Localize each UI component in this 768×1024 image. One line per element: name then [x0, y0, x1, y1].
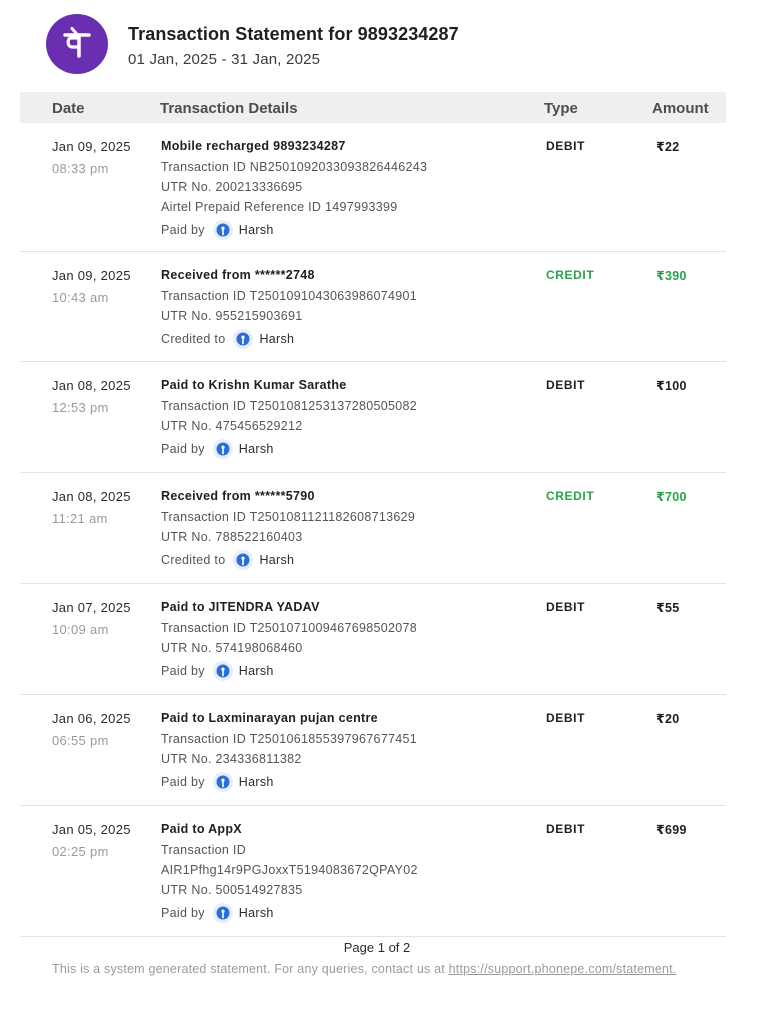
transaction-account [161, 903, 531, 923]
transaction-amount: ₹700 [656, 490, 687, 504]
footer-note-text: This is a system generated statement. For any queries, contact us at [52, 962, 449, 976]
transaction-detail-line: UTR No. 234336811382 [161, 752, 302, 766]
bank-icon [213, 220, 233, 240]
transaction-detail-line: Transaction ID [161, 843, 247, 857]
transaction-date: Jan 09, 2025 [52, 268, 131, 283]
transaction-date: Jan 06, 2025 [52, 711, 131, 726]
transaction-detail-line: Transaction ID NB2501092033093826446243 [161, 160, 428, 174]
transaction-date: Jan 08, 2025 [52, 378, 131, 393]
transaction-datetime [52, 822, 131, 859]
account-name: Harsh [259, 553, 295, 567]
transaction-datetime [52, 139, 131, 176]
transaction-row [20, 695, 726, 806]
transaction-time: 08:33 pm [52, 161, 109, 176]
transaction-datetime [52, 378, 131, 415]
account-name: Harsh [238, 906, 274, 920]
column-header-amount: Amount [652, 100, 709, 117]
transaction-detail-line: Transaction ID T2501081253137280505082 [161, 399, 418, 413]
transaction-time: 10:09 am [52, 622, 109, 637]
transaction-datetime [52, 600, 131, 637]
transaction-row [20, 473, 726, 584]
transaction-detail-line: Transaction ID T2501091043063986074901 [161, 289, 418, 303]
transaction-detail-line: UTR No. 500514927835 [161, 883, 303, 897]
transaction-date: Jan 09, 2025 [52, 139, 131, 154]
account-label: Paid by [161, 664, 205, 678]
account-name: Harsh [259, 332, 295, 346]
account-label: Credited to [161, 332, 226, 346]
transaction-time: 11:21 am [52, 511, 108, 526]
column-header-details: Transaction Details [160, 100, 298, 117]
statement-period: 01 Jan, 2025 - 31 Jan, 2025 [128, 51, 321, 68]
transaction-type: DEBIT [546, 822, 585, 836]
transaction-time: 02:25 pm [52, 844, 109, 859]
account-name: Harsh [238, 442, 274, 456]
bank-icon [213, 903, 233, 923]
transaction-title: Paid to Krishn Kumar Sarathe [161, 378, 347, 392]
transaction-detail-line: UTR No. 200213336695 [161, 180, 303, 194]
support-link[interactable]: https://support.phonepe.com/statement. [448, 962, 677, 976]
account-name: Harsh [238, 664, 274, 678]
transaction-amount: ₹55 [656, 601, 680, 615]
transaction-date: Jan 05, 2025 [52, 822, 131, 837]
transaction-amount: ₹20 [656, 712, 680, 726]
transaction-type: DEBIT [546, 600, 585, 614]
bank-icon [213, 661, 233, 681]
account-name: Harsh [238, 775, 274, 789]
transaction-detail-line: UTR No. 955215903691 [161, 309, 303, 323]
transaction-details [161, 600, 531, 681]
transaction-row [20, 584, 726, 695]
bank-icon [233, 550, 253, 570]
transaction-type: DEBIT [546, 139, 585, 153]
transaction-account [161, 220, 531, 240]
transaction-detail-line: Transaction ID T2501081121182608713629 [161, 510, 416, 524]
transaction-type: CREDIT [546, 489, 595, 503]
table-header [20, 92, 726, 123]
transaction-title: Mobile recharged 9893234287 [161, 139, 346, 153]
bank-icon [213, 439, 233, 459]
transaction-details [161, 822, 531, 923]
page-indicator: Page 1 of 2 [343, 940, 411, 955]
transaction-title: Received from ******5790 [161, 489, 315, 503]
transaction-row [20, 252, 726, 362]
transaction-type: DEBIT [546, 711, 585, 725]
transaction-details [161, 139, 531, 240]
transaction-row [20, 806, 726, 937]
transaction-detail-line: Airtel Prepaid Reference ID 1497993399 [161, 200, 398, 214]
transaction-detail-line: UTR No. 788522160403 [161, 530, 303, 544]
transaction-time: 06:55 pm [52, 733, 109, 748]
account-label: Paid by [161, 906, 205, 920]
transaction-detail-line: Transaction ID T2501071009467698502078 [161, 621, 418, 635]
transaction-datetime [52, 489, 131, 526]
transaction-row [20, 123, 726, 252]
account-label: Credited to [161, 553, 226, 567]
transaction-date: Jan 07, 2025 [52, 600, 131, 615]
transaction-amount: ₹22 [656, 140, 680, 154]
transaction-datetime [52, 268, 131, 305]
account-name: Harsh [238, 223, 274, 237]
transaction-title: Paid to Laxminarayan pujan centre [161, 711, 378, 725]
transaction-type: CREDIT [546, 268, 595, 282]
transaction-amount: ₹390 [656, 269, 687, 283]
account-label: Paid by [161, 442, 205, 456]
transaction-time: 12:53 pm [52, 400, 109, 415]
transaction-detail-line: UTR No. 475456529212 [161, 419, 303, 433]
transaction-detail-line: Transaction ID T2501061855397967677451 [161, 732, 418, 746]
transaction-account [161, 439, 531, 459]
transaction-details [161, 489, 531, 570]
statement-header [46, 14, 459, 74]
transaction-date: Jan 08, 2025 [52, 489, 131, 504]
transaction-detail-line: AIR1Pfhg14r9PGJoxxT5194083672QPAY02 [161, 863, 418, 877]
phonepe-logo-icon [46, 14, 108, 74]
transaction-amount: ₹699 [656, 823, 687, 837]
table-body [20, 123, 726, 937]
column-header-type: Type [544, 100, 578, 117]
transaction-details [161, 711, 531, 792]
transaction-account [161, 661, 531, 681]
bank-icon [233, 329, 253, 349]
column-header-date: Date [52, 100, 85, 117]
footer-note [52, 962, 677, 976]
transaction-title: Paid to AppX [161, 822, 242, 836]
transaction-amount: ₹100 [656, 379, 687, 393]
transaction-title: Paid to JITENDRA YADAV [161, 600, 320, 614]
transaction-account [161, 329, 531, 349]
bank-icon [213, 772, 233, 792]
transaction-account [161, 772, 531, 792]
account-label: Paid by [161, 775, 205, 789]
account-label: Paid by [161, 223, 205, 237]
transaction-account [161, 550, 531, 570]
transactions-table [20, 92, 726, 937]
transaction-details [161, 268, 531, 349]
transaction-details [161, 378, 531, 459]
transaction-title: Received from ******2748 [161, 268, 315, 282]
transaction-time: 10:43 am [52, 290, 109, 305]
transaction-type: DEBIT [546, 378, 585, 392]
transaction-row [20, 362, 726, 473]
statement-title: Transaction Statement for 9893234287 [128, 24, 459, 44]
transaction-detail-line: UTR No. 574198068460 [161, 641, 303, 655]
transaction-datetime [52, 711, 131, 748]
